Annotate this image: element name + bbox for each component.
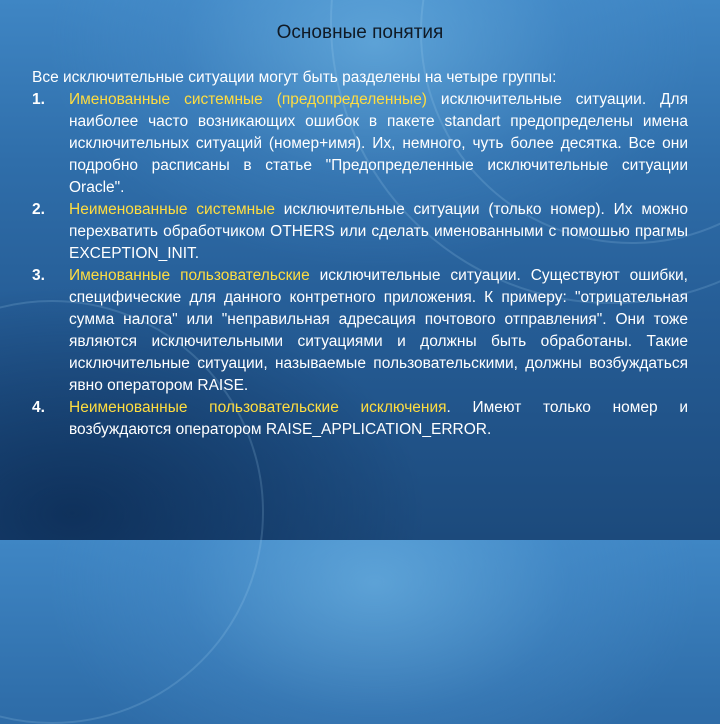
slide-content [32, 67, 688, 441]
list-item-highlight: Неименованные пользовательские исключения [69, 399, 447, 416]
list-item-text: исключительные ситуации. Для наиболее часто возникающих ошибок в пакете standart предопределены имена исключительных ситуаций (номер+имя). Их, немного, чуть более десятка. Все они подробно расписаны в статье "Предопределенные исключительные ситуации Oracle". [69, 91, 688, 196]
list-item-number: 3. [32, 267, 45, 284]
list-item-number: 1. [32, 91, 45, 108]
list-item [32, 265, 688, 397]
intro-text: Все исключительные ситуации могут быть разделены на четыре группы: [32, 69, 557, 86]
exception-groups-list [32, 89, 688, 441]
slide-title: Основные понятия [276, 22, 444, 43]
list-item [32, 89, 688, 199]
list-item-text: исключительные ситуации (только номер). Их можно перехватить обработчиком OTHERS или сделать именованными с помошью прагмы EXCEPTION_INIT. [69, 201, 688, 262]
list-item [32, 397, 688, 441]
list-item-text: исключительные ситуации. Существуют ошибки, специфические для данного контретного приложения. К примеру: "отрицательная сумма налога" или "неправильная адресация почтового отправления". Они тоже являются исключительными ситуациями и должны быть обработаны. Такие исключительные ситуации, называемые пользовательскими, должны возбуждаться явно оператором RAISE. [69, 267, 688, 394]
list-item-number: 4. [32, 399, 45, 416]
list-item-highlight: Именованные системные (предопределенные) [69, 91, 427, 108]
list-item-text: . Имеют только номер и возбуждаются оператором RAISE_APPLICATION_ERROR. [69, 399, 689, 438]
list-item [32, 199, 688, 265]
list-item-highlight: Именованные пользовательские [69, 267, 310, 284]
list-item-number: 2. [32, 201, 45, 218]
list-item-highlight: Неименованные системные [69, 201, 275, 218]
